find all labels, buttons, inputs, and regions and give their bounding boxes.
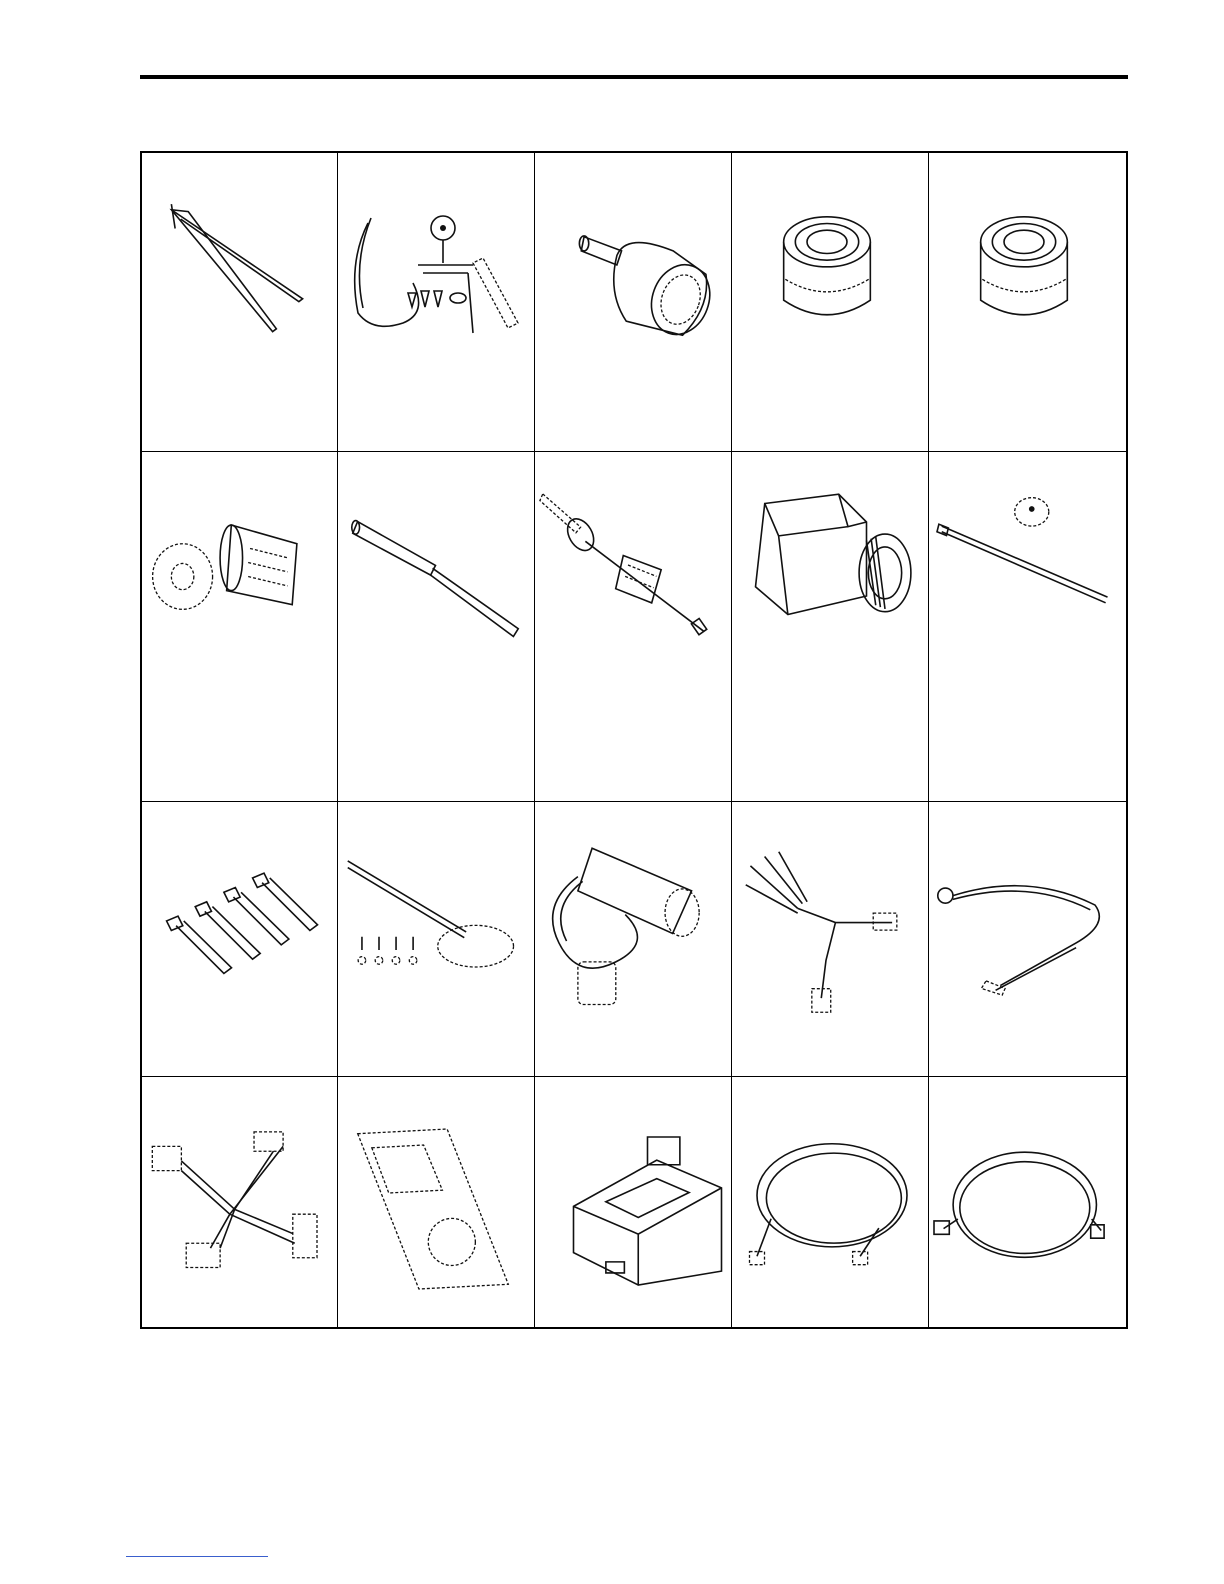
puller-kit-icon [343, 855, 523, 990]
tool-cell [732, 452, 929, 802]
tool-cell [929, 1077, 1128, 1329]
tool-cell [142, 153, 338, 452]
bearing-installer-icon [974, 211, 1074, 331]
header-rule [140, 75, 1128, 79]
tool-cell [535, 452, 732, 802]
tool-cell [535, 1077, 732, 1329]
tool-cell [535, 153, 732, 452]
vacuum-pressure-pump-gauge-icon [343, 203, 523, 343]
digital-multimeter-icon [353, 1123, 513, 1295]
tool-cell [732, 153, 929, 452]
tool-cell [142, 802, 338, 1077]
tool-cell [535, 802, 732, 1077]
tool-cell [338, 153, 535, 452]
bearing-installer-with-shaft-icon [570, 209, 720, 349]
threaded-adapter-icon [737, 484, 922, 634]
slide-hammer-puller-icon [538, 486, 718, 644]
diagnostic-interface-box-icon [555, 1132, 740, 1290]
footer-link-rule [126, 1556, 268, 1557]
drive-rod-icon [343, 510, 528, 650]
rod-with-plate-icon [937, 487, 1117, 622]
tool-cell [338, 1077, 535, 1329]
tool-cell [732, 1077, 929, 1329]
tool-cell [929, 802, 1128, 1077]
wiring-harness-adapter-icon [147, 1127, 332, 1282]
communication-cable-icon [747, 1125, 917, 1275]
tool-cell [142, 1077, 338, 1329]
test-lead-cable-icon [934, 866, 1114, 1001]
tool-cell [929, 153, 1128, 452]
bearing-installer-icon [777, 211, 877, 331]
usb-cable-icon [934, 1142, 1106, 1277]
bolt-set-icon [157, 868, 329, 993]
tool-cell [732, 802, 929, 1077]
tool-cell [929, 452, 1128, 802]
tweezers-icon [162, 191, 312, 341]
test-harness-icon [740, 847, 912, 1017]
tool-cell [142, 452, 338, 802]
tool-cell [338, 802, 535, 1077]
tool-cell [338, 452, 535, 802]
inductive-probe-cable-icon [540, 838, 720, 1010]
special-tools-table [140, 151, 1128, 1329]
weight-and-adapter-icon [147, 510, 325, 615]
